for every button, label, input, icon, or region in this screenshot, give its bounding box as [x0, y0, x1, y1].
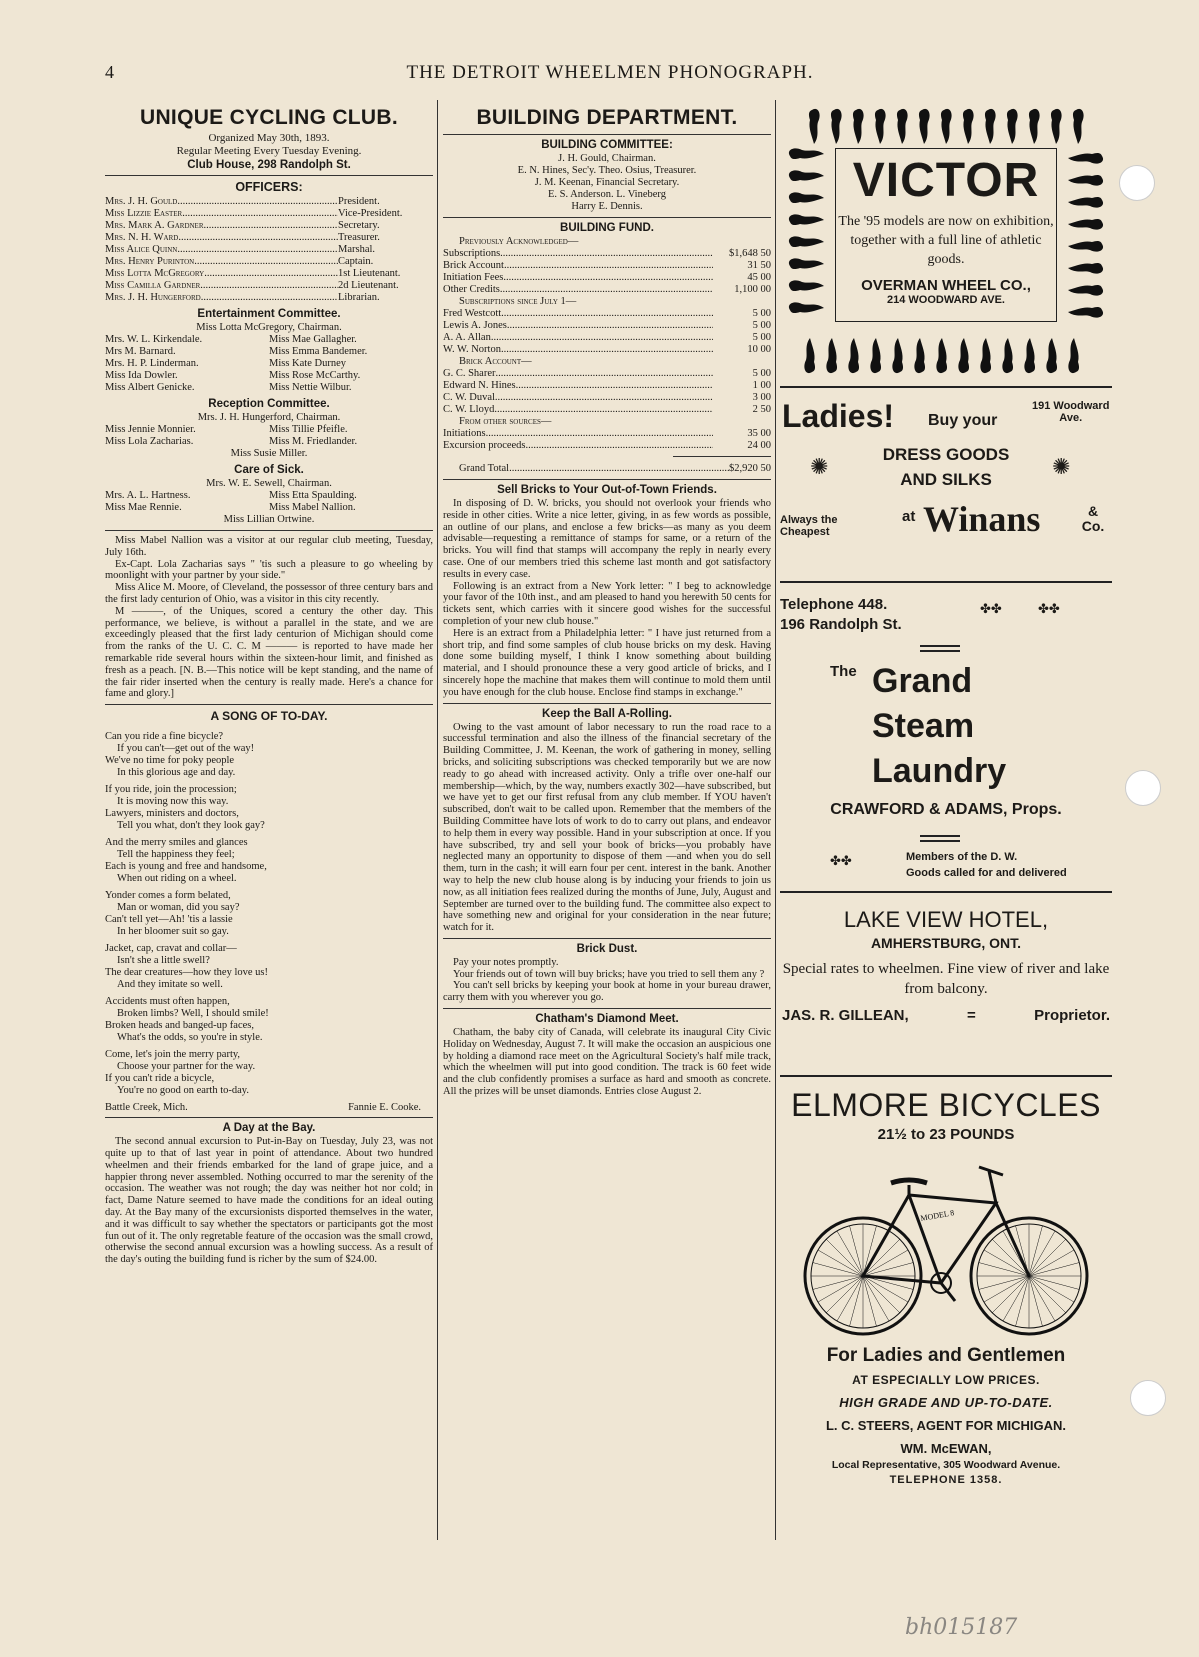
divider	[105, 704, 433, 705]
poem-line: If you can't ride a bicycle,	[105, 1073, 215, 1085]
poem-line: Man or woman, did you say?	[117, 902, 240, 914]
officer-name: Miss Alice Quinn	[105, 244, 178, 255]
member-name: Miss Lola Zacharias.	[105, 436, 194, 447]
poem-stanza	[105, 943, 433, 991]
fund-row-value: 10 00	[747, 344, 771, 355]
page-number: 4	[105, 62, 114, 82]
fund-row-name: From other sources—	[459, 416, 552, 427]
member-row	[105, 424, 433, 436]
divider	[920, 835, 960, 842]
poem-line: Isn't she a little swell?	[117, 955, 210, 967]
member-row	[105, 358, 433, 370]
officer-role: Vice-President.	[338, 208, 403, 219]
laundry-the: The	[830, 663, 857, 680]
fund-row	[443, 272, 771, 284]
news-paragraph: Ex-Capt. Lola Zacharias says " 'tis such a pleasure to go wheeling by moonlight with your partner by your side."	[105, 558, 433, 582]
member-name: Miss Etta Spaulding.	[269, 490, 357, 501]
poem-line: We've no time for poky people	[105, 755, 235, 767]
fund-row	[443, 380, 771, 392]
member-name: Miss Albert Genicke.	[105, 382, 195, 393]
dust-paragraph: Pay your notes promptly.	[453, 956, 559, 968]
committee-member: E. S. Anderson. L. Vineberg	[548, 189, 666, 200]
fund-row-name: Other Credits	[443, 284, 500, 295]
publication-title: THE DETROIT WHEELMEN PHONOGRAPH.	[406, 62, 814, 83]
fund-row	[443, 416, 771, 428]
song-place: Battle Creek, Mich.	[105, 1102, 188, 1114]
sick-chair: Mrs. W. E. Sewell, Chairman.	[206, 478, 332, 489]
page-header	[105, 62, 1115, 84]
poem-line: Can you ride a fine bicycle?	[105, 731, 224, 743]
elmore-grade: HIGH GRADE AND UP-TO-DATE.	[839, 1395, 1053, 1410]
member-row	[105, 346, 433, 358]
dust-paragraph: You can't sell bricks by keeping your book at home in your bureau drawer, carry them with you wherever you go.	[443, 980, 771, 1004]
elmore-rep: Local Representative, 305 Woodward Avenue.	[831, 1459, 1061, 1471]
divider	[780, 386, 1112, 388]
fund-total-label: Grand Total	[459, 463, 510, 474]
officer-name: Miss Lotta McGregory	[105, 268, 205, 279]
committee-title: BUILDING COMMITTEE:	[541, 139, 673, 151]
ornament-icon: ✤✤	[1038, 601, 1060, 616]
poem-line: Tell you what, don't they look gay?	[117, 820, 265, 832]
laundry-props: CRAWFORD & ADAMS, Props.	[830, 801, 1062, 818]
ornament-icon: ✺	[1052, 454, 1071, 479]
divider	[780, 581, 1112, 583]
divider	[105, 175, 433, 176]
chatham-text: Chatham, the baby city of Canada, will celebrate its inaugural City Civic Holiday on Wednesday, August 7. It will make the occasion an auspicious one by holding a diamond race meet on the Agricultural Society's half mile track, which the wheelmen will put into good condition. The track is 60 feet wide and the club confidently promises a surface as hard and smooth as concrete. All the prizes will be unset diamonds. Entries close August 2.	[443, 1027, 771, 1098]
poem-stanza	[105, 784, 433, 832]
song-title: A SONG OF TO-DAY.	[210, 709, 328, 724]
poem-line: What's the odds, so you're in style.	[117, 1032, 263, 1044]
fund-row	[443, 260, 771, 272]
column-divider	[437, 100, 438, 1540]
poem-line: Lawyers, ministers and doctors,	[105, 808, 239, 820]
officer-role: Secretary.	[338, 220, 380, 231]
chatham-title: Chatham's Diamond Meet.	[535, 1013, 679, 1026]
fund-row	[443, 332, 771, 344]
officers-title: OFFICERS:	[235, 180, 303, 194]
fund-row	[443, 440, 771, 452]
ball-text: Owing to the vast amount of labor necessary to run the road race to a successful termination and also the illness of the financial secretary of the Building Committee, J. M. Keenan, the work of gathering in money, selling bricks, and soliciting subscriptions was checked temporarily but we are now ready to go ahead with increased activity. Only a trifle over one-half our membership—which, by the way, numbers exactly 302—have subscribed, but we have yet to get our first refusal from any club member. If YOU haven't subscribed, don't wait to be called upon. Remember that the members of the Building Committee have lots of work to do to carry out plans, and endeavor to help them in every way possible. Hand in your subscription at once. If you have subscribed, try and sell your book of bricks—you probably have neglected many an opportunity to dispose of them —and when you do sell them, turn in the cash; it will earn four per cent. interest in the bank. Another way to help the new club house along is by inducing your friends to join us now, as all initiation fees realized during the months of June, July, August and September are turned over to the building fund. The committee also expect to have something new and original for your consideration in the near future; watch for it.	[443, 721, 771, 934]
victor-name: VICTOR	[852, 154, 1040, 207]
fund-row-name: Previously Acknowledged—	[459, 236, 579, 247]
fund-row-value: 31 50	[747, 260, 771, 271]
poem-line: Broken limbs? Well, I should smile!	[117, 1008, 269, 1020]
fund-row	[443, 248, 771, 260]
bricks-paragraph: Following is an extract from a New York letter: " I beg to acknowledge your favor of the 10th inst., and am pleased to hand you herewith 50 cents for tickets sent, which carries with it sincere good wishes for the successful completion of your new club house."	[443, 580, 771, 627]
fund-row-value: 2 50	[752, 404, 771, 415]
fund-row-value: 1 00	[752, 380, 771, 391]
poem-line: And the merry smiles and glances	[105, 837, 248, 849]
officer-role: Captain.	[338, 256, 374, 267]
committee-member: J. H. Gould, Chairman.	[558, 153, 656, 164]
divider	[780, 1075, 1112, 1077]
dust-paragraph: Your friends out of town will buy bricks; have you tried to sell them any ?	[453, 968, 765, 980]
fund-total-row	[443, 463, 771, 475]
poem-line: Broken heads and banged-up faces,	[105, 1020, 254, 1032]
divider	[443, 134, 771, 135]
bay-title: A Day at the Bay.	[222, 1122, 316, 1135]
officer-role: Treasurer.	[338, 232, 380, 243]
laundry-notes: Members of the D. W. Goods called for and delivered	[906, 851, 1067, 879]
officer-name: Mrs. Mark A. Gardner	[105, 220, 204, 231]
member-name: Miss Jennie Monnier.	[105, 424, 196, 435]
winans-co: & Co.	[1081, 503, 1105, 534]
fund-row	[443, 308, 771, 320]
fund-table	[443, 236, 771, 452]
officer-name: Miss Camilla Gardner	[105, 280, 201, 291]
officers-list	[105, 196, 433, 304]
committee-member: Harry E. Dennis.	[571, 201, 643, 212]
poem-line: If you can't—get out of the way!	[117, 743, 255, 755]
poem-line: Jacket, cap, cravat and collar—	[105, 943, 237, 955]
officer-row	[105, 292, 433, 304]
sick-last: Miss Lillian Ortwine.	[223, 514, 315, 525]
officer-row	[105, 196, 433, 208]
member-row	[105, 490, 433, 502]
ornament-icon: ✺	[810, 454, 829, 479]
reception-title: Reception Committee.	[208, 398, 330, 410]
fund-row-name: Initiations	[443, 428, 486, 439]
victor-company: OVERMAN WHEEL CO.,	[861, 277, 1031, 294]
member-name: Miss Mae Rennie.	[105, 502, 182, 513]
ornament-icon: ✤✤	[830, 853, 852, 868]
ball-title: Keep the Ball A-Rolling.	[542, 707, 672, 720]
fund-row-name: Edward N. Hines	[443, 380, 516, 391]
fund-row	[443, 356, 771, 368]
elmore-agent: L. C. STEERS, AGENT FOR MICHIGAN.	[825, 1418, 1067, 1433]
fund-title: BUILDING FUND.	[560, 222, 654, 234]
fund-row-name: Fred Westcott	[443, 308, 502, 319]
poem-line: Yonder comes a form belated,	[105, 890, 231, 902]
laundry-ad	[780, 587, 1112, 877]
fund-row-value: 5 00	[752, 368, 771, 379]
bricks-text	[443, 498, 771, 699]
divider	[780, 891, 1112, 893]
fund-row-value: 5 00	[752, 332, 771, 343]
dust-text	[443, 957, 771, 1004]
officer-name: Mrs. J. H. Gould	[105, 196, 178, 207]
member-row	[105, 370, 433, 382]
reception-last: Miss Susie Miller.	[230, 448, 308, 459]
officer-name: Mrs. Henry Purinton	[105, 256, 195, 267]
fund-row	[443, 296, 771, 308]
club-news	[105, 535, 433, 700]
song-signature	[105, 1102, 433, 1113]
officer-role: 2d Lieutenant.	[338, 280, 399, 291]
poem-line: Accidents must often happen,	[105, 996, 230, 1008]
entertainment-chair: Miss Lotta McGregory, Chairman.	[196, 322, 342, 333]
news-paragraph: M ———, of the Uniques, scored a century the other day. This performance, we believe, is without a parallel in the state, and we are exceedingly pleased that the first lady centurion of Michigan should come from the ranks of the U. C. C. M ——— is reported to have made her remarkable ride several hours within the sixteen-hour limit, and finished as fresh as a peach. [N. B.—This notice will be kept standing, and the name of the fair rider inserted when the century is really made. Here's a chance for fame and glory.]	[105, 605, 433, 700]
winans-address: 191 Woodward Ave.	[1032, 400, 1110, 424]
archive-number: bh015187	[905, 1615, 1018, 1640]
fund-row-name: Brick Account—	[459, 356, 532, 367]
officer-name: Mrs. J. H. Hungerford	[105, 292, 201, 303]
club-title: UNIQUE CYCLING CLUB.	[140, 106, 398, 129]
member-name: Miss Emma Bandemer.	[269, 346, 368, 357]
elmore-weight: 21½ to 23 POUNDS	[877, 1126, 1015, 1143]
member-name: Miss Nettie Wilbur.	[269, 382, 352, 393]
officer-row	[105, 208, 433, 220]
member-row	[105, 436, 433, 448]
member-row	[105, 382, 433, 394]
fund-row-name: Lewis A. Jones	[443, 320, 507, 331]
fund-row-name: Brick Account	[443, 260, 504, 271]
bricks-title: Sell Bricks to Your Out-of-Town Friends.	[497, 484, 717, 496]
column-1	[105, 100, 433, 1550]
divider	[105, 1117, 433, 1118]
winans-name: Winans	[923, 499, 1041, 539]
laundry-telephone: Telephone 448.	[780, 596, 888, 613]
victor-ad	[780, 100, 1112, 382]
victor-ad-inner	[835, 148, 1057, 322]
member-name: Miss Rose McCarthy.	[269, 370, 361, 381]
elmore-tel: TELEPHONE 1358.	[889, 1474, 1003, 1486]
fund-row	[443, 428, 771, 440]
poem-line: The dear creatures—how they love us!	[105, 967, 268, 979]
poem-stanza	[105, 731, 433, 779]
bay-text: The second annual excursion to Put-in-Bay on Tuesday, July 23, was not quite up to that of last year in point of attendance. About two hundred wheelmen and their friends embarked for the land of grape juice, and a happier throng never assembled. Nothing occurred to mar the serenity of the occasion. The weather was not rough; the day was neither hot nor cold; in fact, Dame Nature seemed to have made the conditions for an ideal outing day. At the Bay many of the excursionists disported themselves in the water, and it was difficult to say whether the spectators or participants got the most fun out of it. The only regretable feature of the occasion was the small crowd, otherwise the second annual excursion was a howling success. As a result of the day's outing the building fund is richer by the sum of $24.00.	[105, 1136, 433, 1266]
laundry-street: 196 Randolph St.	[780, 616, 902, 633]
member-name: Miss Kate Durney	[269, 358, 346, 369]
entertainment-title: Entertainment Committee.	[197, 308, 341, 320]
member-name: Mrs. A. L. Hartness.	[105, 490, 191, 501]
poem-line: You're no good on earth to-day.	[117, 1085, 249, 1097]
winans-goods: DRESS GOODS AND SILKS	[882, 445, 1010, 489]
poem-line: It is moving now this way.	[117, 796, 229, 808]
committee-list	[443, 153, 771, 213]
hotel-name: LAKE VIEW HOTEL,	[843, 907, 1049, 932]
elmore-rep-name: WM. McEWAN,	[900, 1441, 992, 1456]
officer-row	[105, 232, 433, 244]
elmore-prices: AT ESPECIALLY LOW PRICES.	[852, 1373, 1040, 1387]
entertainment-members	[105, 334, 433, 394]
member-name: Miss Tillie Pfeifle.	[269, 424, 348, 435]
fund-row	[443, 392, 771, 404]
poem-line: In her bloomer suit so gay.	[117, 926, 229, 938]
bicycle-illustration	[791, 1151, 1101, 1341]
winans-at: at	[902, 508, 916, 525]
poem-line: If you ride, join the procession;	[105, 784, 237, 796]
member-name: Miss M. Friedlander.	[269, 436, 358, 447]
news-paragraph: Miss Mabel Nallion was a visitor at our regular club meeting, Tuesday, July 16th.	[105, 535, 433, 558]
officer-row	[105, 268, 433, 280]
fund-row	[443, 236, 771, 248]
fund-row-name: C. W. Duval	[443, 392, 495, 403]
laundry-name: Grand Steam Laundry	[872, 662, 1007, 790]
fund-row-value: 5 00	[752, 320, 771, 331]
winans-buy: Buy your	[928, 412, 998, 429]
winans-always: Always the Cheapest	[780, 514, 838, 538]
officer-name: Mrs. N. H. Ward	[105, 232, 179, 243]
committee-member: J. M. Keenan, Financial Secretary.	[534, 177, 680, 188]
fund-row-name: Excursion proceeds	[443, 440, 526, 451]
poem-line: When out riding on a wheel.	[117, 873, 237, 885]
divider	[105, 530, 433, 531]
divider	[443, 938, 771, 939]
poem-line: Choose your partner for the way.	[117, 1061, 256, 1073]
officer-row	[105, 244, 433, 256]
column-divider	[775, 100, 776, 1540]
dust-title: Brick Dust.	[576, 942, 638, 955]
song-author: Fannie E. Cooke.	[348, 1102, 421, 1114]
fund-row	[443, 404, 771, 416]
elmore-for: For Ladies and Gentlemen	[826, 1345, 1066, 1366]
reception-members	[105, 424, 433, 448]
officer-name: Miss Lizzie Easter	[105, 208, 183, 219]
fund-row-name: Subscriptions	[443, 248, 501, 259]
winans-ladies: Ladies!	[782, 398, 895, 434]
fund-total-value: $2,920 50	[729, 463, 771, 474]
victor-address: 214 WOODWARD AVE.	[887, 294, 1005, 306]
fund-row-value: 3 00	[752, 392, 771, 403]
laundry-contact	[780, 595, 902, 635]
fund-row	[443, 284, 771, 296]
victor-text: The '95 models are now on exhibition, together with a full line of athletic goods.	[838, 214, 1054, 267]
bricks-paragraph: In disposing of D. W. bricks, you should not overlook your friends who reside in other cities. Write a nice letter, giving, in as few words as possible, an outline of our plans, and enclose a few bricks—as many as you deem advisable—requesting a remittance of stamps for same, or a return of the bricks. You will find that stamps will accompany the reply in nearly every case. One of our members tried this scheme last month and got satisfactory results in every case.	[443, 498, 771, 580]
elmore-ad	[780, 1087, 1112, 1567]
divider	[443, 1008, 771, 1009]
hotel-place: AMHERSTBURG, ONT.	[870, 935, 1022, 951]
officer-role: Marshal.	[338, 244, 376, 255]
fund-row-name: G. C. Sharer	[443, 368, 496, 379]
committee-member: E. N. Hines, Sec'y. Theo. Osius, Treasurer.	[517, 165, 697, 176]
punch-hole	[1125, 770, 1161, 806]
poem-line: Can't tell yet—Ah! 'tis a lassie	[105, 914, 233, 926]
reception-chair: Mrs. J. H. Hungerford, Chairman.	[197, 412, 341, 423]
fund-row-value: 35 00	[747, 428, 771, 439]
fund-row	[443, 368, 771, 380]
officer-role: President.	[338, 196, 380, 207]
divider	[673, 456, 771, 457]
sick-members	[105, 490, 433, 514]
winans-ad	[780, 392, 1112, 577]
divider	[443, 479, 771, 480]
divider	[443, 217, 771, 218]
punch-hole	[1130, 1380, 1166, 1416]
divider	[443, 703, 771, 704]
fund-row-name: C. W. Lloyd	[443, 404, 495, 415]
member-name: Mrs. W. L. Kirkendale.	[105, 334, 203, 345]
member-name: Miss Mae Gallagher.	[269, 334, 357, 345]
poem-line: And they imitate so well.	[117, 979, 223, 991]
fund-row-value: 5 00	[752, 308, 771, 319]
fund-row-name: Initiation Fees	[443, 272, 504, 283]
fund-row-name: Subscriptions since July 1—	[459, 296, 577, 307]
member-name: Mrs M. Barnard.	[105, 346, 176, 357]
officer-row	[105, 256, 433, 268]
column-2	[443, 100, 771, 1550]
fund-row-value: 1,100 00	[734, 284, 771, 295]
fund-row-value: 45 00	[747, 272, 771, 283]
member-row	[105, 502, 433, 514]
ornament-icon: ✤✤	[980, 601, 1002, 616]
elmore-name: ELMORE BICYCLES	[791, 1087, 1101, 1123]
fund-row	[443, 320, 771, 332]
poem-stanza	[105, 996, 433, 1044]
fund-row-value: 24 00	[747, 440, 771, 451]
fund-row-name: W. W. Norton	[443, 344, 501, 355]
club-organized: Organized May 30th, 1893.	[208, 132, 330, 144]
club-meeting: Regular Meeting Every Tuesday Evening.	[176, 145, 362, 157]
fund-row-value: $1,648 50	[729, 248, 771, 259]
club-house: Club House, 298 Randolph St.	[187, 159, 351, 171]
divider	[920, 645, 960, 652]
poem-stanza	[105, 837, 433, 885]
poem-line: Come, let's join the merry party,	[105, 1049, 241, 1061]
poem-line: Tell the happiness they feel;	[117, 849, 235, 861]
fund-row	[443, 344, 771, 356]
column-3-ads	[780, 100, 1112, 1570]
building-title: BUILDING DEPARTMENT.	[476, 106, 738, 129]
bricks-paragraph: Here is an extract from a Philadelphia letter: " I have just returned from a short trip, and find some samples of club house bricks on my desk. Having done some building myself, I think I know something about building material, and I should pronounce these a very good article of bricks, and I sincerely hope the machine that makes them will continue to mold them until you have enough for the club house. Enclose find stamps in exchange."	[443, 627, 771, 698]
officer-role: 1st Lieutenant.	[338, 268, 401, 279]
officer-row	[105, 280, 433, 292]
poem-stanza	[105, 1049, 433, 1097]
poem-line: In this glorious age and day.	[117, 767, 236, 779]
member-row	[105, 334, 433, 346]
member-name: Mrs. H. P. Linderman.	[105, 358, 199, 369]
hotel-text: Special rates to wheelmen. Fine view of river and lake from balcony.	[782, 961, 1110, 997]
punch-hole	[1119, 165, 1155, 201]
hotel-ad	[780, 907, 1112, 1067]
poem-line: Each is young and free and handsome,	[105, 861, 267, 873]
member-name: Miss Mabel Nallion.	[269, 502, 356, 513]
fund-row-name: A. A. Allan	[443, 332, 491, 343]
officer-role: Librarian.	[338, 292, 380, 303]
sick-title: Care of Sick.	[234, 464, 304, 476]
bicycle-model: MODEL 8	[919, 1208, 955, 1223]
poem-stanza	[105, 890, 433, 938]
member-name: Miss Ida Dowler.	[105, 370, 178, 381]
song-poem	[105, 731, 433, 1097]
hotel-proprietor: JAS. R. GILLEAN, = Proprietor.	[782, 1007, 1110, 1024]
officer-row	[105, 220, 433, 232]
news-paragraph: Miss Alice M. Moore, of Cleveland, the possessor of three century bars and the first lady centurion of Ohio, was a visitor in this city recently.	[105, 582, 433, 605]
